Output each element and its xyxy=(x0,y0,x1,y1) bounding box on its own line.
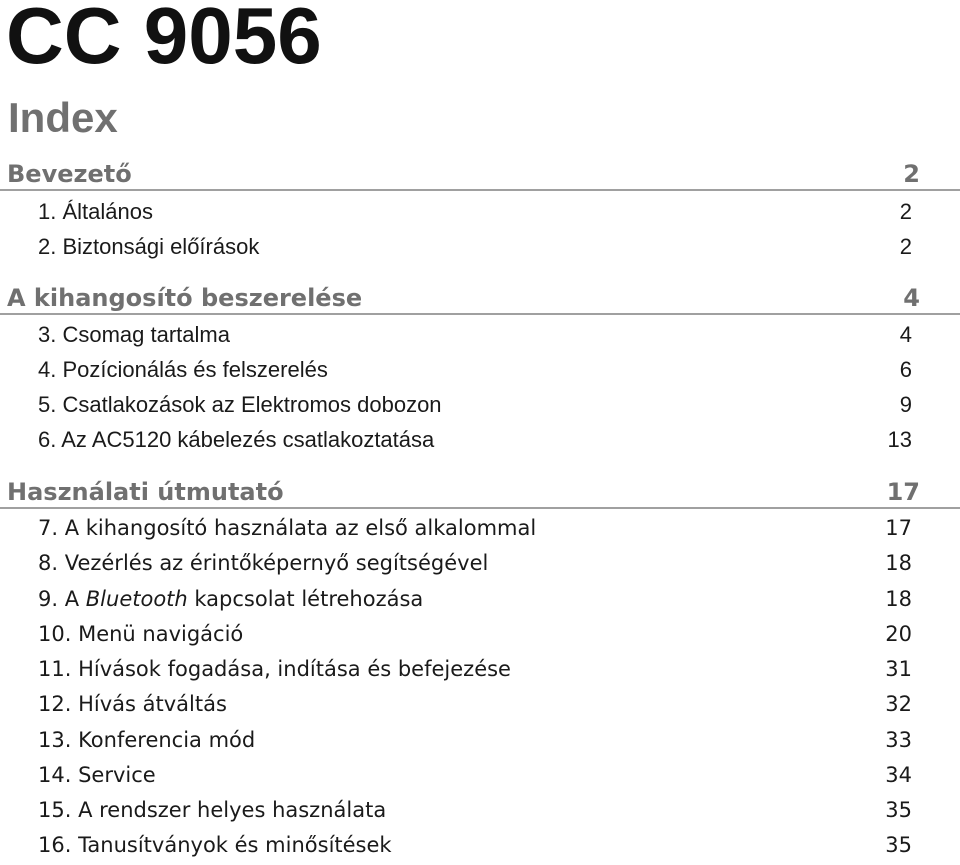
toc-item[interactable] xyxy=(0,758,960,793)
toc-section-bevezeto[interactable] xyxy=(0,159,960,191)
toc-item-page: 9 xyxy=(899,392,912,417)
toc-item[interactable] xyxy=(0,230,960,265)
toc-item[interactable] xyxy=(0,546,960,581)
toc-item-label: 11. Hívások fogadása, indítása és befejezése xyxy=(38,657,511,681)
toc-section-title: A kihangosító beszerelése xyxy=(7,284,363,312)
toc-item-label: 15. A rendszer helyes használata xyxy=(38,798,387,822)
toc-item-label: 10. Menü navigáció xyxy=(38,622,244,646)
toc-item[interactable] xyxy=(0,617,960,652)
toc-item[interactable] xyxy=(0,652,960,687)
toc-item-page: 17 xyxy=(885,516,912,540)
toc-item[interactable] xyxy=(0,723,960,758)
toc-item[interactable] xyxy=(0,388,960,423)
toc-item-label: 5. Csatlakozások az Elektromos dobozon xyxy=(38,392,442,417)
toc-item-page: 20 xyxy=(885,622,912,646)
toc-item-page: 31 xyxy=(885,657,912,681)
toc-item-page: 2 xyxy=(899,234,912,259)
toc-item[interactable] xyxy=(0,353,960,388)
document-title: CC 9056 xyxy=(6,0,322,80)
toc-item[interactable] xyxy=(0,582,960,617)
toc-section-title: Bevezető xyxy=(7,160,132,188)
toc-item-page: 2 xyxy=(899,199,912,224)
toc-section-hasznalati[interactable] xyxy=(0,477,960,509)
toc-item-label: 8. Vezérlés az érintőképernyő segítségével xyxy=(38,551,489,575)
toc-item[interactable] xyxy=(0,195,960,230)
toc-item-page: 6 xyxy=(899,357,912,382)
toc-item-label-italic: Bluetooth xyxy=(85,587,188,611)
toc-item-label: 2. Biztonsági előírások xyxy=(38,234,260,259)
toc-item-page: 34 xyxy=(885,763,912,787)
toc-section-beszereles[interactable] xyxy=(0,283,960,315)
toc-item[interactable] xyxy=(0,828,960,863)
toc-item-label: 6. Az AC5120 kábelezés csatlakoztatása xyxy=(38,427,435,452)
toc-item-page: 18 xyxy=(885,551,912,575)
toc-item-label: 12. Hívás átváltás xyxy=(38,692,227,716)
toc-section-page: 2 xyxy=(903,160,920,188)
toc-item[interactable] xyxy=(0,318,960,353)
toc-item-label-suffix: kapcsolat létrehozása xyxy=(187,587,424,611)
toc-item-page: 35 xyxy=(885,798,912,822)
toc-item-label: 14. Service xyxy=(38,763,156,787)
toc-item[interactable] xyxy=(0,511,960,546)
toc-item-label: 4. Pozícionálás és felszerelés xyxy=(38,357,328,382)
toc-item-page: 13 xyxy=(887,427,912,452)
toc-item-page: 32 xyxy=(885,692,912,716)
toc-item[interactable] xyxy=(0,687,960,722)
toc-section-page: 17 xyxy=(886,478,920,506)
toc-item-page: 4 xyxy=(899,322,912,347)
toc-section-page: 4 xyxy=(903,284,920,312)
toc-item-page: 18 xyxy=(885,587,912,611)
toc-item-label-prefix: 9. A xyxy=(38,587,86,611)
toc-item-label: 13. Konferencia mód xyxy=(38,728,256,752)
toc-item-page: 35 xyxy=(885,833,912,857)
index-heading: Index xyxy=(8,94,118,141)
toc-item[interactable] xyxy=(0,793,960,828)
toc-item[interactable] xyxy=(0,423,960,458)
toc-item-label xyxy=(38,582,423,616)
toc-item-label: 16. Tanusítványok és minősítések xyxy=(38,833,392,857)
toc-item-label: 1. Általános xyxy=(38,199,153,224)
toc-item-page: 33 xyxy=(885,728,912,752)
toc-item-label: 7. A kihangosító használata az első alkalommal xyxy=(38,516,537,540)
toc-item-label: 3. Csomag tartalma xyxy=(38,322,230,347)
toc-section-title: Használati útmutató xyxy=(7,478,284,506)
